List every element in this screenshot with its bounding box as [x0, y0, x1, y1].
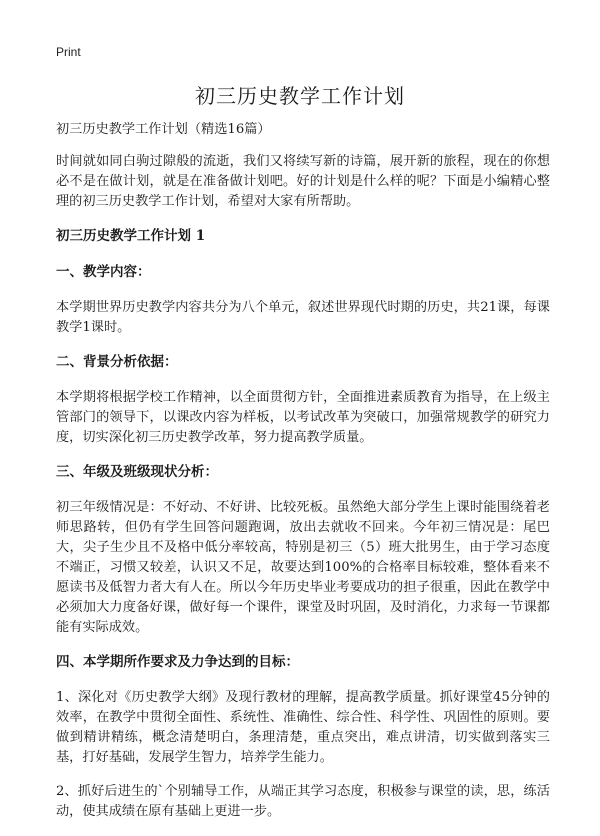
document-body	[56, 120, 550, 836]
paragraph-background: 本学期将根据学校工作精神，以全面贯彻方针，全面推进素质教育为指导，在上级主管部门的领导下，以课改内容为样板，以考试改革为突破口，加强常规教学的研究力度，切实深化初三历史教学改革，努力提高教学质量。	[56, 390, 550, 445]
paragraph-teaching-content: 本学期世界历史教学内容共分为八个单元，叙述世界现代时期的历史，共21课，每课教学1课时。	[56, 300, 550, 335]
heading-goals: 四、本学期所作要求及力争达到的目标：	[56, 654, 299, 670]
page-title: 初三历史教学工作计划	[195, 84, 405, 108]
heading-background: 二、背景分析依据：	[56, 354, 178, 370]
paragraph-goal-2: 2、抓好后进生的`个别辅导工作，从端正其学习态度，积极参与课堂的读，思，练活动，使其成绩在原有基础上更进一步。	[56, 784, 550, 819]
paragraph-goal-1: 1、深化对《历史教学大纲》及现行教材的理解，提高教学质量。抓好课堂45分钟的效率，在教学中贯彻全面性、系统性、准确性、综合性、科学性、巩固性的原则。要做到精讲精练，概念清楚明白，条理清楚，重点突出，难点讲清，切实做到落实三基，打好基础，发展学生智力，培养学生能力。	[56, 690, 550, 765]
intro-paragraph: 时间就如同白驹过隙般的流逝，我们又将续写新的诗篇，展开新的旅程，现在的你想必不是在做计划，就是在准备做计划吧。好的计划是什么样的呢？下面是小编精心整理的初三历史教学工作计划，希望对大家有所帮助。	[56, 154, 550, 209]
print-link[interactable]: Print	[56, 45, 81, 59]
heading-class-status: 三、年级及班级现状分析：	[56, 464, 218, 480]
document-subtitle: 初三历史教学工作计划（精选16篇）	[56, 122, 271, 137]
paragraph-class-status: 初三年级情况是：不好动、不好讲、比较死板。虽然绝大部分学生上课时能围绕着老师思路转，但仍有学生回答问题跑调，放出去就收不回来。今年初三情况是：尾巴大，尖子生少且不及格中低分率较高，特别是初三（5）班大批男生，由于学习态度不端正，习惯又较差，认识又不足，故要达到100%的合格率目标较难，整体看来不愿读书及低智力者大有人在。所以今年历史毕业考要成功的担子很重，因此在教学中必须加大力度备好课，做好每一个课件，课堂及时巩固，及时消化，力求每一节课都能有实际成效。	[56, 500, 550, 635]
section-title: 初三历史教学工作计划 1	[56, 228, 206, 244]
heading-teaching-content: 一、教学内容：	[56, 264, 151, 280]
